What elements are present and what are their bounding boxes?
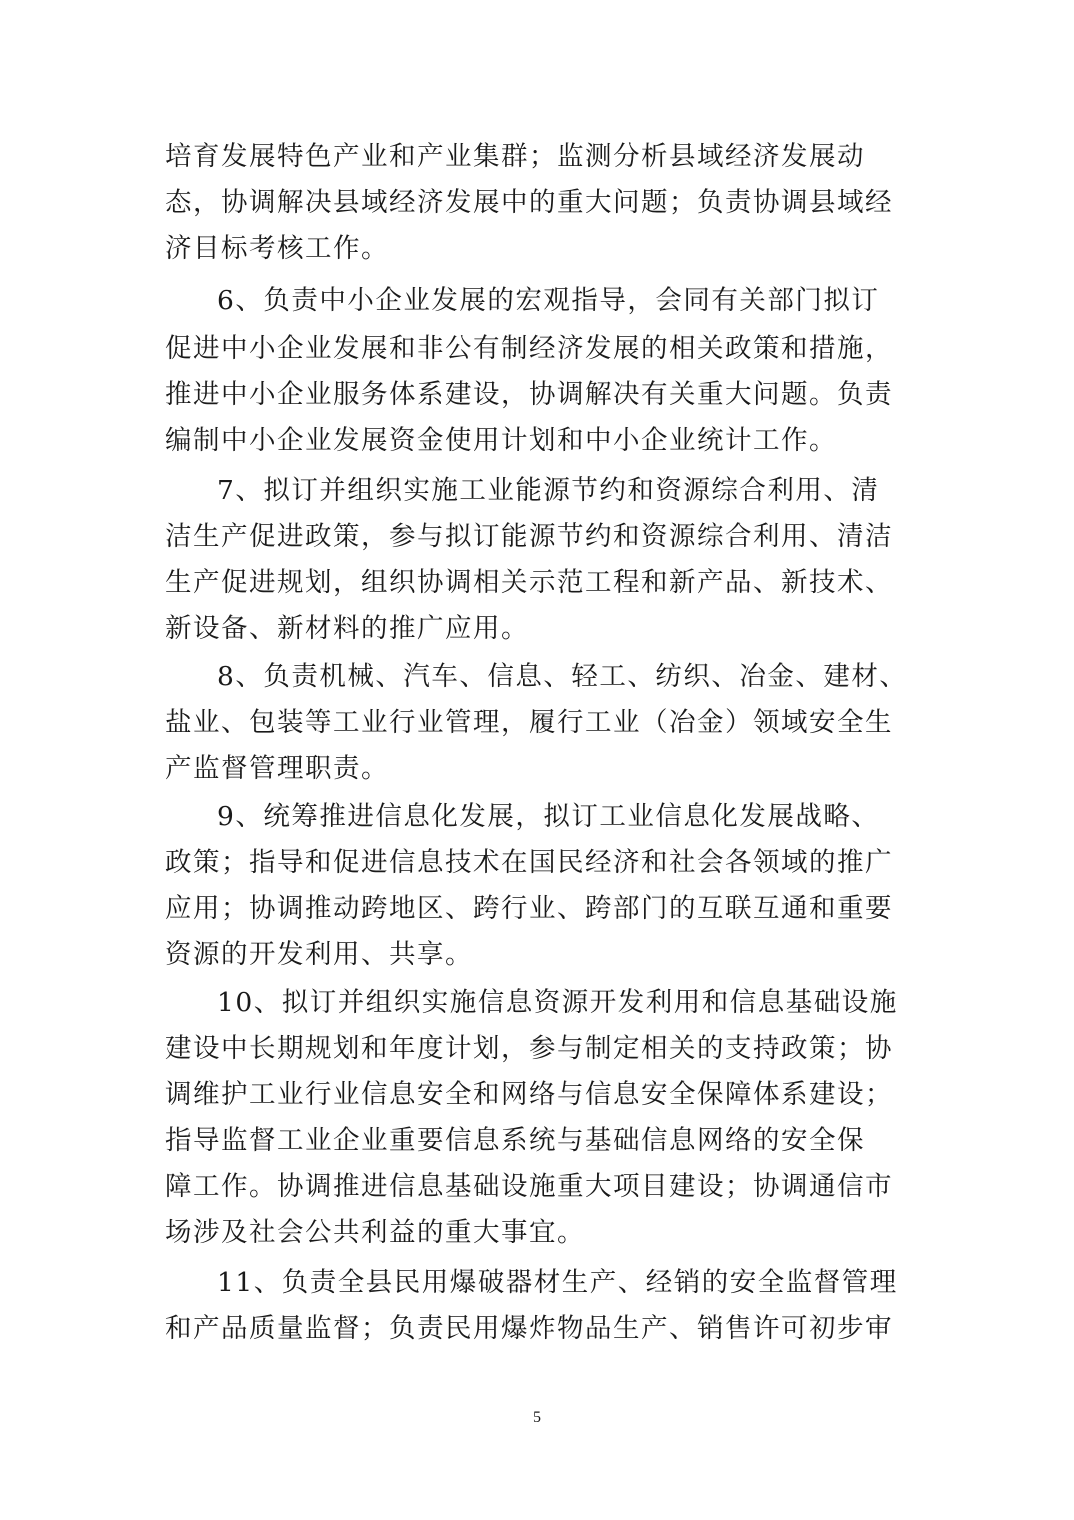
text-line: 障工作。协调推进信息基础设施重大项目建设；协调通信市 bbox=[165, 1171, 893, 1202]
text-line: 建设中长期规划和年度计划，参与制定相关的支持政策；协 bbox=[165, 1033, 893, 1064]
text-line: 培育发展特色产业和产业集群；监测分析县域经济发展动 bbox=[165, 141, 865, 172]
text-line: 态，协调解决县域经济发展中的重大问题；负责协调县域经 bbox=[165, 187, 893, 218]
text-line: 济目标考核工作。 bbox=[165, 233, 389, 264]
text-line: 推进中小企业服务体系建设，协调解决有关重大问题。负责 bbox=[165, 379, 893, 410]
text-line: 洁生产促进政策，参与拟订能源节约和资源综合利用、清洁 bbox=[165, 521, 893, 552]
text-line: 资源的开发利用、共享。 bbox=[165, 939, 473, 970]
text-line: 编制中小企业发展资金使用计划和中小企业统计工作。 bbox=[165, 425, 837, 456]
text-line: 政策；指导和促进信息技术在国民经济和社会各领域的推广 bbox=[165, 847, 893, 878]
page-number: 5 bbox=[533, 1409, 541, 1426]
text-line: 指导监督工业企业重要信息系统与基础信息网络的安全保 bbox=[165, 1125, 865, 1156]
text-line: 产监督管理职责。 bbox=[165, 753, 389, 784]
paragraph-6-start: 6、负责中小企业发展的宏观指导，会同有关部门拟订 bbox=[217, 285, 880, 316]
paragraph-7-start: 7、拟订并组织实施工业能源节约和资源综合利用、清 bbox=[217, 475, 880, 506]
text-line: 促进中小企业发展和非公有制经济发展的相关政策和措施， bbox=[165, 333, 893, 364]
paragraph-8-start: 8、负责机械、汽车、信息、轻工、纺织、冶金、建材、 bbox=[217, 661, 908, 692]
paragraph-10-start: 10、拟订并组织实施信息资源开发利用和信息基础设施 bbox=[217, 987, 898, 1018]
paragraph-11-start: 11、负责全县民用爆破器材生产、经销的安全监督管理 bbox=[217, 1267, 898, 1298]
text-line: 场涉及社会公共利益的重大事宜。 bbox=[165, 1217, 585, 1248]
text-line: 新设备、新材料的推广应用。 bbox=[165, 613, 529, 644]
text-line: 应用；协调推动跨地区、跨行业、跨部门的互联互通和重要 bbox=[165, 893, 893, 924]
text-line: 和产品质量监督；负责民用爆炸物品生产、销售许可初步审 bbox=[165, 1313, 893, 1344]
text-line: 生产促进规划，组织协调相关示范工程和新产品、新技术、 bbox=[165, 567, 893, 598]
text-line: 调维护工业行业信息安全和网络与信息安全保障体系建设； bbox=[165, 1079, 893, 1110]
text-line: 盐业、包装等工业行业管理，履行工业（冶金）领域安全生 bbox=[165, 707, 893, 738]
paragraph-9-start: 9、统筹推进信息化发展，拟订工业信息化发展战略、 bbox=[217, 801, 880, 832]
